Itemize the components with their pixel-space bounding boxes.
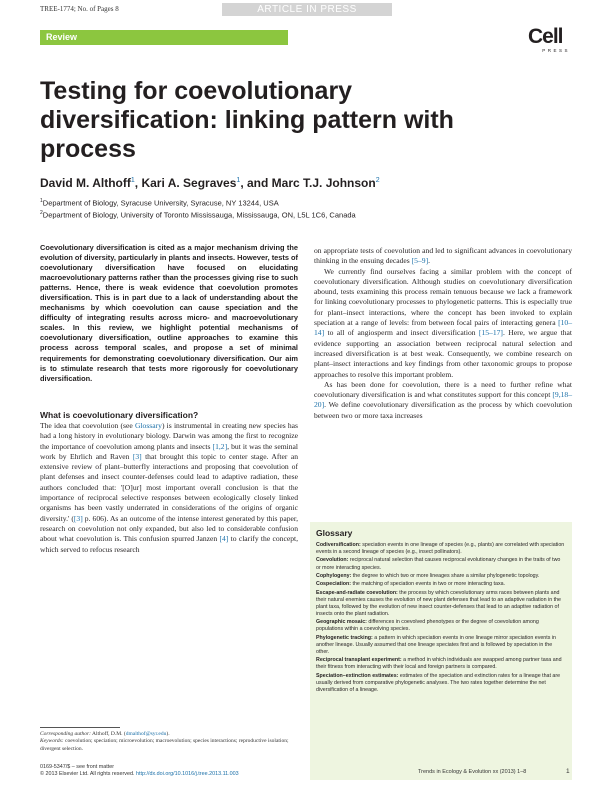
citation-link[interactable]: [3] [132, 451, 142, 461]
affiliation: $^1$Department of Biology, Syracuse University, Syracuse, NY 13244, USA [40, 198, 279, 208]
citation-link[interactable]: [4] [219, 534, 229, 544]
running-header [0, 0, 612, 18]
glossary-entry: Cospeciation: the matching of speciation events in two or more interacting taxa. [316, 581, 506, 588]
glossary-entry: Cophylogeny: the degree to which two or more lineages share a similar phylogenetic topology. [316, 572, 540, 579]
glossary-entry: Escape-and-radiate coevolution: the process by which coevolutionary arms races between plants and their natural enemies causes the evolution of new plant defenses that lead to an adaptive radiation in the plant taxa, followed by the evolution of new insect counter-defenses that lead to an adaptive radiation of insects onto the plant radiation. [316, 589, 561, 617]
author-list [40, 176, 560, 190]
corresponding-author: Corresponding author: Althoff, D.M. (dmalthof@syr.edu). [40, 731, 170, 737]
citation-link[interactable]: [9,18–20] [314, 390, 572, 410]
glossary-title: Glossary [316, 528, 353, 538]
affiliation-mark[interactable]: 1 [236, 177, 241, 184]
glossary-link[interactable]: Glossary [134, 421, 162, 430]
footnote-divider [40, 727, 120, 728]
author-name[interactable]: Marc T.J. Johnson [271, 176, 376, 190]
copyright-block: 0169-5347/$ – see front matter © 2013 Elsevier Ltd. All rights reserved. http://dx.doi.org/10.1016/j.tree.2013.11.003 [40, 764, 239, 778]
logo-press: PRESS [542, 48, 570, 53]
article-title: Testing for coevolutionary diversification: linking pattern with process [40, 77, 454, 163]
right-column-body [314, 246, 572, 421]
email-link[interactable]: dmalthof@syr.edu [125, 731, 167, 737]
glossary-entry: Coevolution: reciprocal natural selection that causes reciprocal evolutionary changes in the traits of two or more interacting species. [316, 557, 561, 571]
citation-link[interactable]: [15–17] [478, 328, 503, 338]
article-in-press-banner: ARTICLE IN PRESS [222, 3, 392, 16]
author-name[interactable]: David M. Althoff [40, 176, 131, 190]
left-column-body: The idea that coevolution (see Glossary) is instrumental in creating new species has had a long history in evolutionary biology. Darwin was among the first to recognize the importance of coevolution among plants and insects [1,2], but it was the seminal work by Ehrlich and Raven [3] that brought this topic to center stage. After an extensive review of plant–butterfly interactions and proposing that coevolution of plant defenses and insect counter-defenses could lead to adaptive radiation, these authors concluded that: '[O]ur] most important overall conclusion is that the importance of reciprocal selective responses between ecologically closely linked organisms has been vastly underrated in considerations of the origins of organic diversity.' ([3] p. 606). As an outcome of the intense interest generated by this paper, research on coevolution not only expanded, but also led to considerable confusion about what coevolution is. This confusion spurred Janzen [4] to clarify the concept, which served to refocus research [40, 421, 298, 554]
logo-word: Cell [528, 25, 563, 48]
glossary-box [310, 522, 572, 780]
glossary-entries [310, 542, 572, 694]
paragraph: We currently find ourselves facing a similar problem with the concept of coevolutionary diversification. Although studies on coevolutionary diversification abound, tests examining this process remain tenuous because we lack a framework for linking coevolutionary processes to phylogenetic patterns. This is especially true for plant–insect interactions, where the concept has been invoked to explain speciation at a range of levels: from between focal pairs of interacting genera [10–14] to all of angiosperm and insect diversification [15–17]. Here, we argue that evidence supporting an association between reciprocal natural selection and increased diversification is at best weak. Consequently, we combine research on plant–insect interactions and key findings from other taxonomic groups to propose approaches to resolve this important problem. [314, 266, 572, 379]
glossary-entry: Codiversification: speciation events in one lineage of species (e.g., plants) are correlated with speciation events in a second lineage of species (e.g., insect pollinators). [316, 542, 565, 556]
footnotes [40, 731, 298, 753]
manuscript-ref: TREE-1774; No. of Pages 8 [40, 5, 119, 13]
paragraph: As has been done for coevolution, there is a need to further refine what coevolutionary diversification is and what constitutes support for this concept [9,18–20]. We define coevolutionary diversification as the process by which coevolution between two or more taxa increases [314, 379, 572, 420]
affiliation-mark[interactable]: 1 [130, 177, 135, 184]
author-separator: , and [240, 176, 272, 190]
paragraph: on appropriate tests of coevolution and led to significant advances in coevolutionary thinking in the ensuing decades [5–9]. [314, 246, 572, 266]
affiliation: $^2$Department of Biology, University of Toronto Mississauga, Mississauga, ON, L5L 1C6, Canada [40, 210, 356, 220]
page-number: 1 [566, 768, 570, 775]
abstract: Coevolutionary diversification is cited as a major mechanism driving the evolution of diversity, particularly in plants and insects. However, tests of coevolutionary diversification have focused on elucidating macroevolutionary patterns rather than the processes giving rise to such patterns. Hence, there is weak evidence that coevolution promotes diversification. This is in part due to a lack of understanding about the mechanisms by which coevolution can cause speciation and the difficulty of integrating results across micro- and macroevolutionary scales. In this review, we highlight potential mechanisms of coevolutionary diversification, outline approaches to examine this process across temporal scales, and propose a set of minimal requirements for demonstrating coevolutionary diversification. Our aim is to stimulate research that tests more rigorously for coevolutionary diversification. [40, 243, 298, 383]
section-heading: What is coevolutionary diversification? [40, 410, 199, 420]
doi-link[interactable]: http://dx.doi.org/10.1016/j.tree.2013.11.003 [135, 771, 239, 778]
affiliation-mark[interactable]: 2 [375, 177, 380, 184]
cell-press-logo [528, 26, 572, 60]
journal-citation: Trends in Ecology & Evolution xx (2013) 1–8 [418, 769, 527, 775]
glossary-entry: Speciation–extinction estimates: estimates of the speciation and extinction rates for a lineage that are usually derived from comparative phylogenetic analyses. The two rates together determine the net diversification of a lineage. [316, 672, 561, 694]
article-type-tag: Review [40, 30, 288, 45]
keywords: Keywords: coevolution; speciation; microevolution; macroevolution; species interactions; reproductive isolation; divergent selection. [40, 738, 289, 752]
citation-link[interactable]: [5–9] [411, 256, 429, 266]
citation-link[interactable]: [3] [73, 513, 83, 523]
glossary-entry: Phylogenetic tracking: a pattern in which speciation events in one lineage mirror speciation events in another lineage. Usually assumed that one lineage speciates first and is followed by speciation in the other. [316, 634, 556, 655]
author-separator: , [134, 176, 142, 190]
author-name[interactable]: Kari A. Segraves [141, 176, 237, 190]
citation-link[interactable]: [1,2] [212, 441, 228, 451]
citation-link[interactable]: [10–14] [314, 318, 572, 338]
glossary-entry: Reciprocal transplant experiment: a method in which individuals are swapped among partner taxa and their fitness from interacting with their local and foreign partners is compared. [316, 657, 562, 671]
glossary-entry: Geographic mosaic: differences in coevolved phenotypes or the degree of coevolution among populations within a coevolving species. [316, 619, 539, 633]
